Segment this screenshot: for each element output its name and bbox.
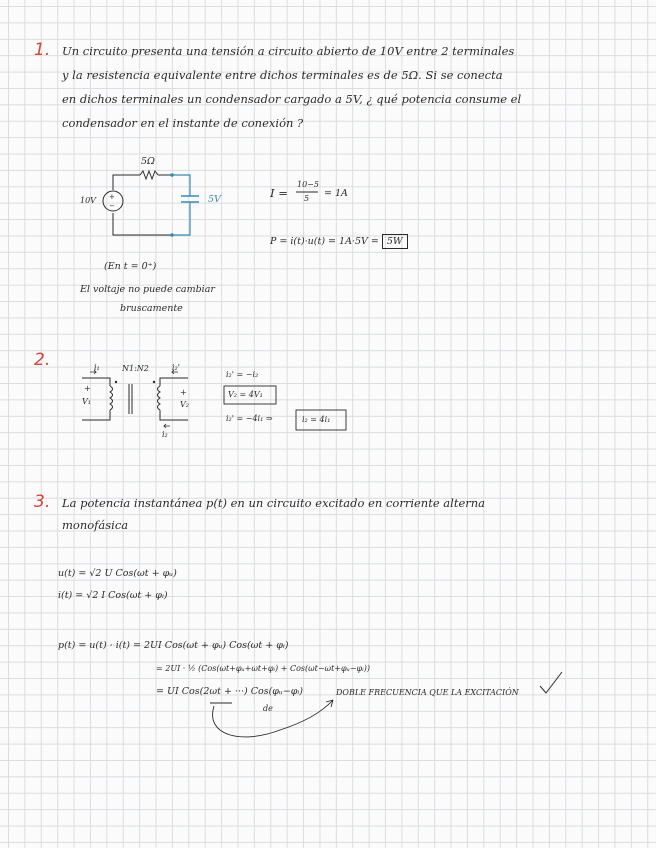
i2prime-label: i₂': [172, 363, 180, 372]
note-bruscamente: bruscamente: [120, 303, 183, 314]
resistor-label: 5Ω: [141, 156, 155, 167]
plus-2: +: [180, 388, 187, 397]
problem-1-line-1: Un circuito presenta una tensión a circuito abierto de 10V entre 2 terminales: [62, 44, 515, 58]
problem-3-line-2: monofásica: [62, 518, 129, 532]
eq-i2prime-2: i₂' = −4i₁ ⇒: [226, 414, 273, 423]
problem-3-line-1: La potencia instantánea p(t) en un circuito excitado en corriente alterna: [62, 496, 486, 510]
source-label: 10V: [80, 196, 96, 205]
current-eq-rhs: = 1A: [324, 188, 348, 199]
problem-3-number: 3.: [34, 492, 51, 512]
problem-2-number: 2.: [34, 350, 51, 370]
transformer-ratio: N1:N2: [122, 364, 149, 373]
power-eq: [270, 236, 408, 247]
p-equation-1: p(t) = u(t) · i(t) = 2UI Cos(ωt + φᵤ) Cos(ωt + φᵢ): [58, 640, 289, 651]
power-eq-text: P = i(t)·u(t) = 1A·5V =: [270, 236, 379, 247]
plus-1: +: [84, 384, 91, 393]
de-label: de: [263, 704, 273, 713]
double-frequency-note: DOBLE FRECUENCIA QUE LA EXCITACIÓN: [336, 688, 519, 697]
eq-v2: V₂ = 4V₁: [228, 390, 263, 399]
p-equation-2: = 2UI · ½ (Cos(ωt+φᵤ+ωt+φᵢ) + Cos(ωt−ωt+φᵤ−φᵢ)): [156, 664, 370, 673]
capacitor-voltage-label: 5V: [208, 194, 221, 205]
i1-label: i₁: [94, 363, 100, 372]
svg-text:+: +: [109, 193, 115, 201]
eq-i2prime: i₂' = −i₂: [226, 370, 259, 379]
note-voltage: El voltaje no puede cambiar: [80, 284, 215, 295]
problem-1-line-4: condensador en el instante de conexión ?: [62, 116, 304, 130]
problem-1-number: 1.: [34, 40, 51, 60]
current-eq-denominator: 5: [304, 194, 310, 203]
i2-label: i₂: [162, 430, 168, 439]
power-result: 5W: [382, 234, 408, 249]
current-eq-lhs: I =: [270, 186, 288, 200]
problem-1-line-2: y la resistencia equivalente entre dichos terminales es de 5Ω. Si se conecta: [62, 68, 503, 82]
v1-label: V₁: [82, 397, 91, 406]
eq-i2-boxed: i₂ = 4i₁: [302, 415, 331, 424]
problem-1-line-3: en dichos terminales un condensador cargado a 5V, ¿ qué potencia consume el: [62, 92, 522, 106]
u-equation: u(t) = √2 U Cos(ωt + φᵤ): [58, 568, 177, 579]
svg-text:−: −: [109, 202, 115, 210]
p-equation-3: = UI Cos(2ωt + ···) Cos(φᵤ−φᵢ): [156, 686, 303, 697]
current-eq-numerator: 10−5: [297, 180, 319, 189]
note-t0: (En t = 0⁺): [104, 261, 157, 272]
v2-label: V₂: [180, 400, 189, 409]
i-equation: i(t) = √2 I Cos(ωt + φᵢ): [58, 590, 168, 601]
